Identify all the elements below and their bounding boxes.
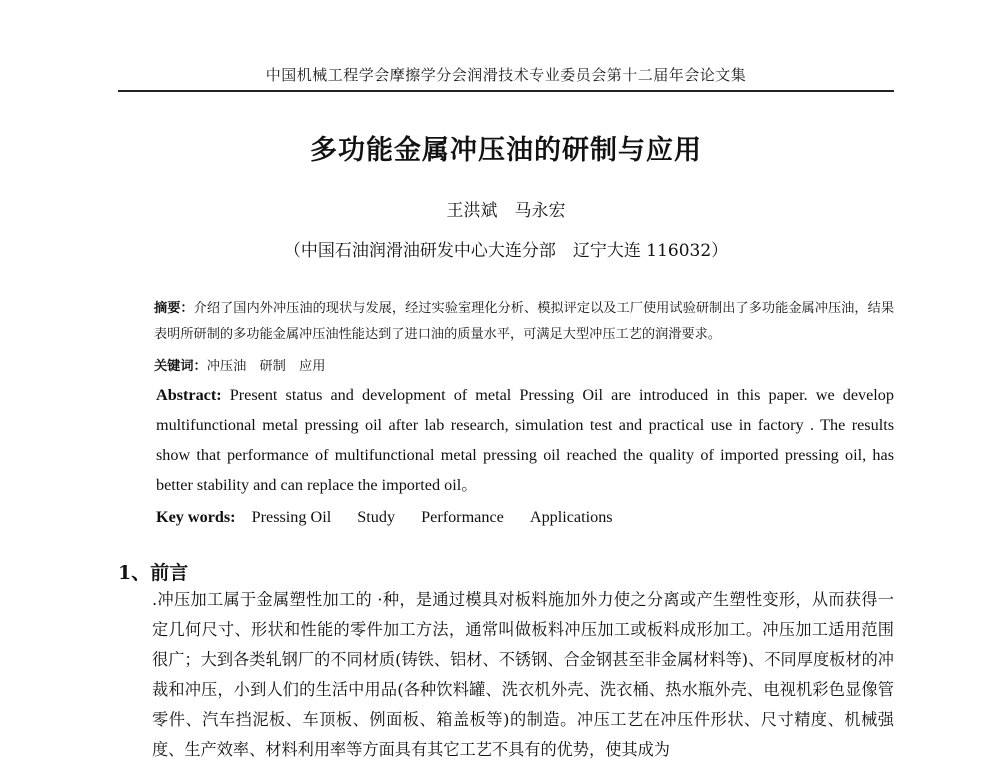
- english-abstract-label: Abstract:: [156, 386, 222, 404]
- english-keywords-label: Key words:: [156, 508, 236, 526]
- english-abstract: [156, 380, 894, 500]
- chinese-keywords-text: 冲压油 研制 应用: [206, 359, 326, 374]
- section-heading: 1、前言: [118, 562, 189, 584]
- keyword-item: Performance: [421, 508, 504, 526]
- affiliation: （中国石油润滑油研发中心大连分部 辽宁大连 116032）: [283, 241, 729, 261]
- chinese-abstract-paragraph: [120, 296, 894, 348]
- chinese-abstract-label: 摘要：: [154, 301, 194, 316]
- keyword-item: Study: [357, 508, 396, 526]
- paper-title: 多功能金属冲压油的研制与应用: [310, 135, 702, 166]
- running-header: 中国机械工程学会摩擦学分会润滑技术专业委员会第十二届年会论文集: [265, 66, 747, 84]
- section-paragraph: .冲压加工属于金属塑性加工的 ·种，是通过模具对板料施加外力使之分离或产生塑性变形，从而获得一定几何尺寸、形状和性能的零件加工方法，通常叫做板料冲压加工或板料成形加工。冲压加工适用范围很广；大到各类轧钢厂的不同材质(铸铁、铝材、不锈钢、合金钢甚至非金属材料等)、不同厚度板材的冲裁和冲压，小到人们的生活中用品(各种饮料罐、洗衣机外壳、洗衣桶、热水瓶外壳、电视机彩色显像管零件、汽车挡泥板、车顶板、例面板、箱盖板等)的制造。冲压工艺在冲压件形状、尺寸精度、机械强度、生产效率、材料利用率等方面具有其它工艺不具有的优势，使其成为: [152, 590, 894, 759]
- english-abstract-text: Present status and development of metal Pressing Oil are introduced in this paper. we develop multifunctional metal pressing oil after lab research, simulation test and practical use in factory . The results show that performance of multifunctional metal pressing oil reached the quality of imported pressing oil, has better stability and can replace the imported oil。: [156, 386, 894, 494]
- keyword-item: Pressing Oil: [251, 508, 332, 526]
- header-rule: [118, 90, 894, 92]
- chinese-abstract-text: 介绍了国内外冲压油的现状与发展，经过实验室理化分析、模拟评定以及工厂使用试验研制出了多功能金属冲压油，结果表明所研制的多功能金属冲压油性能达到了进口油的质量水平，可满足大型冲压工艺的润滑要求。: [154, 301, 895, 342]
- authors: 王洪斌 马永宏: [446, 201, 566, 221]
- chinese-keywords: [154, 356, 894, 378]
- section-body: [118, 585, 894, 765]
- chinese-keywords-label: 关键词：: [154, 359, 207, 374]
- english-keywords: [156, 504, 894, 530]
- chinese-abstract: [120, 296, 894, 348]
- keyword-item: Applications: [529, 508, 613, 526]
